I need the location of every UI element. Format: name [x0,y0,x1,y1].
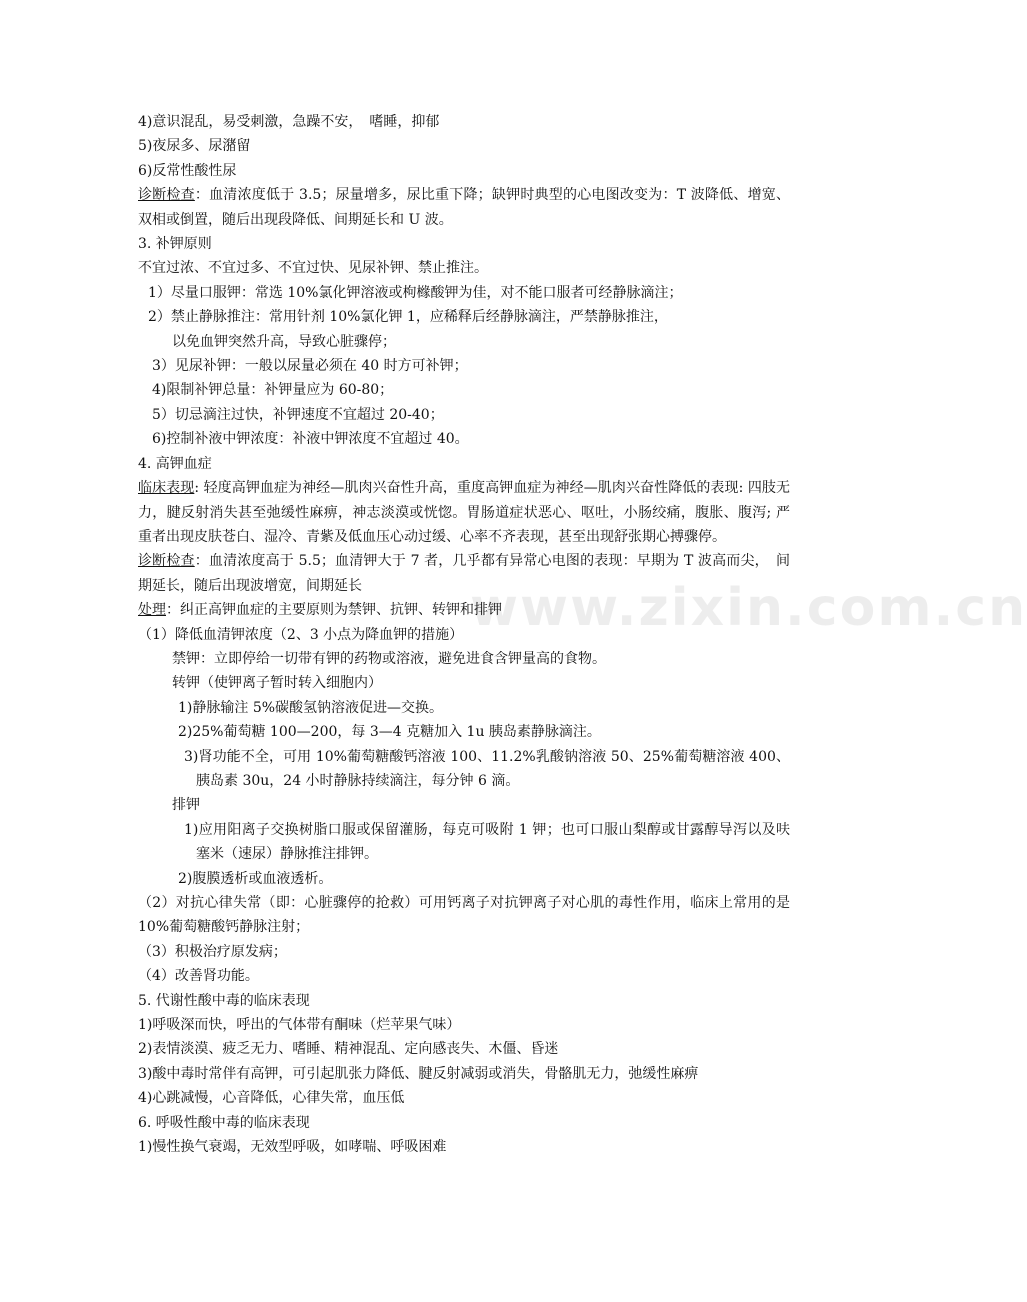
text-line: 6)反常性酸性尿 [138,162,237,179]
list-item: 5）切忌滴注过快，补钾速度不宜超过 20-40； [152,406,444,423]
document-body [138,110,790,1159]
text-line: 5)夜尿多、尿潴留 [138,138,251,155]
principle-intro: 不宜过浓、不宜过多、不宜过快、见尿补钾、禁止推注。 [138,260,488,277]
clinical-paragraph [138,476,790,549]
list-item: 6)控制补液中钾浓度：补液中钾浓度不宜超过 40。 [152,431,469,448]
section-heading: 6. 呼吸性酸中毒的临床表现 [138,1114,310,1131]
numbered-point: （2）对抗心律失常（即：心脏骤停的抢救）可用钙离子对抗钾离子对心肌的毒性作用，临床上常用的是 10%葡萄糖酸钙静脉注射； [138,895,790,936]
list-item: 1)静脉输注 5%碳酸氢钠溶液促进—交换。 [178,699,444,716]
diagnosis-text: ：血清浓度高于 5.5；血清钾大于 7 者，几乎都有异常心电图的表现：早期为 T 波高而尖， 间期延长，随后出现波增宽，间期延长 [138,553,790,594]
treatment-text: ：纠正高钾血症的主要原则为禁钾、抗钾、转钾和排钾 [166,602,502,619]
list-item: 3）见尿补钾：一般以尿量必须在 40 时方可补钾； [152,358,468,375]
numbered-point: （1）降低血清钾浓度（2、3 小点为降血钾的措施） [138,626,464,643]
list-item: 1)慢性换气衰竭，无效型呼吸，如哮喘、呼吸困难 [138,1139,447,1156]
sub-point: 禁钾：立即停给一切带有钾的药物或溶液，避免进食含钾量高的食物。 [172,650,606,667]
numbered-point: （4）改善肾功能。 [138,968,259,985]
treatment-label: 处理 [138,602,166,619]
list-item: 4)限制补钾总量：补钾量应为 60-80； [152,382,394,399]
diagnosis-label: 诊断检查 [138,553,195,570]
list-item: 2)表情淡漠、疲乏无力、嗜睡、精神混乱、定向感丧失、木僵、昏迷 [138,1041,559,1058]
diagnosis-label: 诊断检查 [138,187,195,204]
diagnosis-text: ：血清浓度低于 3.5；尿量增多，尿比重下降；缺钾时典型的心电图改变为：T 波降低、增宽、双相或倒置，随后出现段降低、间期延长和 U 波。 [138,187,790,228]
numbered-point: （3）积极治疗原发病； [138,943,287,960]
treatment-line [138,598,790,622]
list-item: 3)酸中毒时常伴有高钾，可引起肌张力降低、腱反射减弱或消失，骨骼肌无力，弛缓性麻痹 [138,1065,699,1082]
list-item: 1)应用阳离子交换树脂口服或保留灌肠，每克可吸附 1 钾；也可口服山梨醇或甘露醇导泻以及呋塞米（速尿）静脉推注排钾。 [184,821,790,863]
text-line: 4)意识混乱，易受刺激，急躁不安， 嗜睡，抑郁 [138,114,440,130]
list-item: 1)呼吸深而快，呼出的气体带有酮味（烂苹果气味） [138,1017,461,1034]
sub-point: 排钾 [172,797,200,814]
section-heading: 3. 补钾原则 [138,236,212,253]
list-item: 2)腹膜透析或血液透析。 [178,870,333,887]
diagnosis-paragraph [138,183,790,232]
section-heading: 4. 高钾血症 [138,455,212,472]
diagnosis-paragraph [138,549,790,598]
section-heading: 5. 代谢性酸中毒的临床表现 [138,992,310,1009]
list-item: 3)肾功能不全，可用 10%葡萄糖酸钙溶液 100、11.2%乳酸钠溶液 50、25%葡萄糖溶液 400、胰岛素 30u，24 小时静脉持续滴注，每分钟 6 滴。 [184,748,790,789]
list-item: 2)25%葡萄糖 100—200，每 3—4 克糖加入 1u 胰岛素静脉滴注。 [178,724,601,741]
clinical-text: : 轻度高钾血症为神经—肌肉兴奋性升高，重度高钾血症为神经—肌肉兴奋性降低的表现: 四肢无力，腱反射消失甚至弛缓性麻痹，神志淡漠或恍惚。胃肠道症状恶心、呕吐，小肠绞痛，腹胀、腹泻; 严重者出现皮肤苍白、湿冷、青紫及低血压心动过缓、心率不齐表现，甚至出现舒张期心搏骤停。 [138,480,790,545]
watermark: www.zixin.com.cn [470,578,1027,638]
sub-point: 转钾（使钾离子暂时转入细胞内） [172,675,382,692]
list-item: 1）尽量口服钾：常选 10%氯化钾溶液或枸橼酸钾为佳，对不能口服者可经静脉滴注； [148,284,683,301]
list-item-continuation: 以免血钾突然升高，导致心脏骤停； [172,333,396,350]
list-item: 4)心跳减慢，心音降低，心律失常，血压低 [138,1090,405,1107]
clinical-label: 临床表现 [138,480,195,497]
list-item: 2）禁止静脉推注：常用针剂 10%氯化钾 1，应稀释后经静脉滴注，严禁静脉推注， [148,309,668,326]
